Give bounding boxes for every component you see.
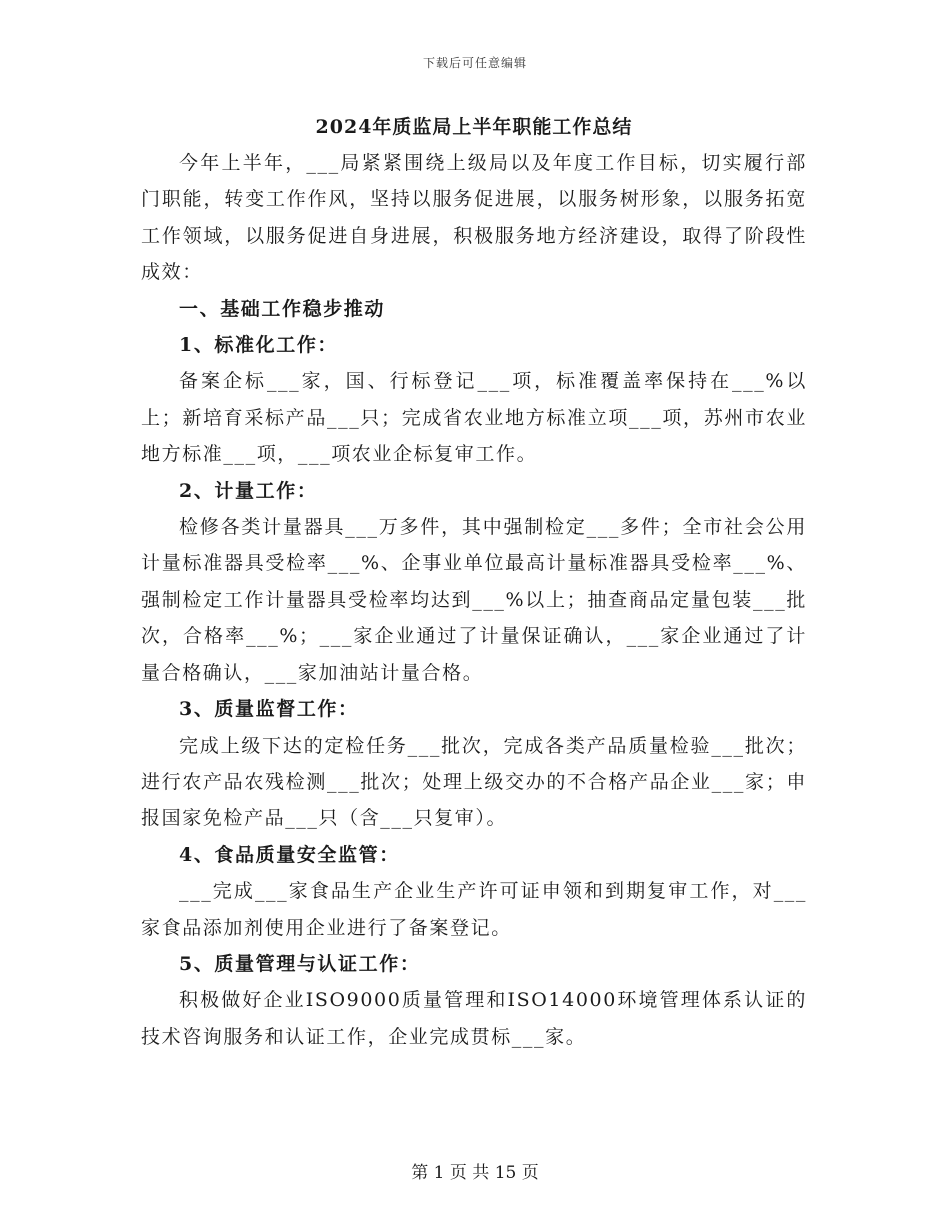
document-body — [141, 113, 807, 1055]
item-body-quality-supervision: 完成上级下达的定检任务___批次，完成各类产品质量检验___批次；进行农产品农残检测___批次；处理上级交办的不合格产品企业___家；申报国家免检产品___只（含___只复审）。 — [141, 734, 807, 830]
item-body-food-safety: ___完成___家食品生产企业生产许可证申领和到期复审工作，对___家食品添加剂使用企业进行了备案登记。 — [141, 880, 807, 939]
page-number: 第 1 页 共 15 页 — [411, 1163, 539, 1183]
header-note: 下载后可任意编辑 — [422, 56, 527, 70]
document-title: 2024年质监局上半年职能工作总结 — [315, 116, 633, 138]
item-body-certification: 积极做好企业ISO9000质量管理和ISO14000环境管理体系认证的技术咨询服务和认证工作，企业完成贯标___家。 — [141, 989, 807, 1048]
section-heading: 一、基础工作稳步推动 — [179, 297, 386, 320]
item-body-metrology: 检修各类计量器具___万多件，其中强制检定___多件；全市社会公用计量标准器具受检率___%、企事业单位最高计量标准器具受检率___%、强制检定工作计量器具受检率均达到___%以上；抽查商品定量包装___批次，合格率___%；___家企业通过了计量保证确认，___家企业通过了计量合格确认，___家加油站计量合格。 — [141, 516, 807, 684]
item-heading-metrology: 2、计量工作： — [179, 479, 318, 502]
intro-paragraph: 今年上半年，___局紧紧围绕上级局以及年度工作目标，切实履行部门职能，转变工作作风，坚持以服务促进展，以服务树形象，以服务拓宽工作领域，以服务促进自身进展，积极服务地方经济建设，取得了阶段性成效： — [141, 152, 807, 284]
item-heading-certification: 5、质量管理与认证工作： — [179, 952, 421, 975]
item-heading-standardization: 1、标准化工作： — [179, 334, 339, 357]
item-heading-food-safety: 4、食品质量安全监管： — [179, 843, 400, 866]
item-heading-quality-supervision: 3、质量监督工作： — [179, 698, 359, 721]
item-body-standardization: 备案企标___家，国、行标登记___项，标准覆盖率保持在___%以上；新培育采标产品___只；完成省农业地方标准立项___项，苏州市农业地方标准___项，___项农业企标复审工作。 — [141, 370, 807, 466]
